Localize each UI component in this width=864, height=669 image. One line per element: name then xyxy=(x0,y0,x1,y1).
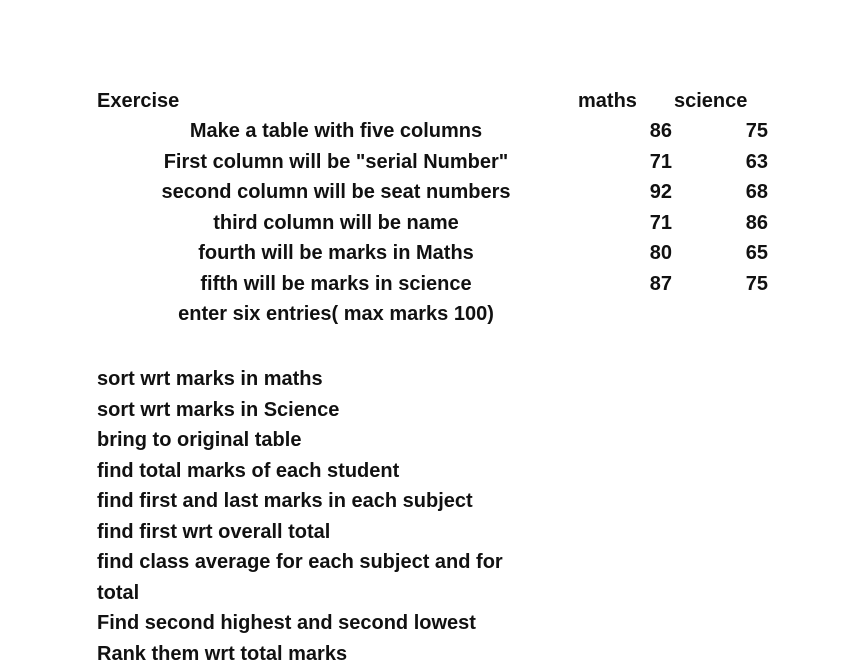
maths-marks-column xyxy=(620,119,672,302)
maths-column-header: maths xyxy=(578,89,637,113)
instruction-line: fifth will be marks in science xyxy=(120,272,552,303)
task-list xyxy=(97,364,537,669)
instruction-line: enter six entries( max marks 100) xyxy=(120,302,552,333)
task-line: bring to original table xyxy=(97,425,537,456)
instruction-line: fourth will be marks in Maths xyxy=(120,241,552,272)
science-mark-cell: 63 xyxy=(716,150,768,181)
maths-mark-cell: 86 xyxy=(620,119,672,150)
task-line: sort wrt marks in maths xyxy=(97,364,537,395)
instruction-line: third column will be name xyxy=(120,211,552,242)
task-line: find total marks of each student xyxy=(97,456,537,487)
task-line: Rank them wrt total marks xyxy=(97,639,537,669)
science-mark-cell: 75 xyxy=(716,119,768,150)
maths-mark-cell: 80 xyxy=(620,241,672,272)
science-column-header: science xyxy=(674,89,747,113)
instruction-line: Make a table with five columns xyxy=(120,119,552,150)
science-mark-cell: 65 xyxy=(716,241,768,272)
science-marks-column xyxy=(716,119,768,302)
maths-mark-cell: 71 xyxy=(620,150,672,181)
instruction-line: second column will be seat numbers xyxy=(120,180,552,211)
science-mark-cell: 68 xyxy=(716,180,768,211)
maths-mark-cell: 87 xyxy=(620,272,672,303)
exercise-heading: Exercise xyxy=(97,89,179,113)
task-line: Find second highest and second lowest xyxy=(97,608,537,639)
maths-mark-cell: 92 xyxy=(620,180,672,211)
maths-mark-cell: 71 xyxy=(620,211,672,242)
science-mark-cell: 75 xyxy=(716,272,768,303)
science-mark-cell: 86 xyxy=(716,211,768,242)
instruction-list xyxy=(120,119,552,333)
task-line: find first and last marks in each subject xyxy=(97,486,537,517)
instruction-line: First column will be "serial Number" xyxy=(120,150,552,181)
task-line: find class average for each subject and for total xyxy=(97,547,537,608)
task-line: find first wrt overall total xyxy=(97,517,537,548)
task-line: sort wrt marks in Science xyxy=(97,395,537,426)
